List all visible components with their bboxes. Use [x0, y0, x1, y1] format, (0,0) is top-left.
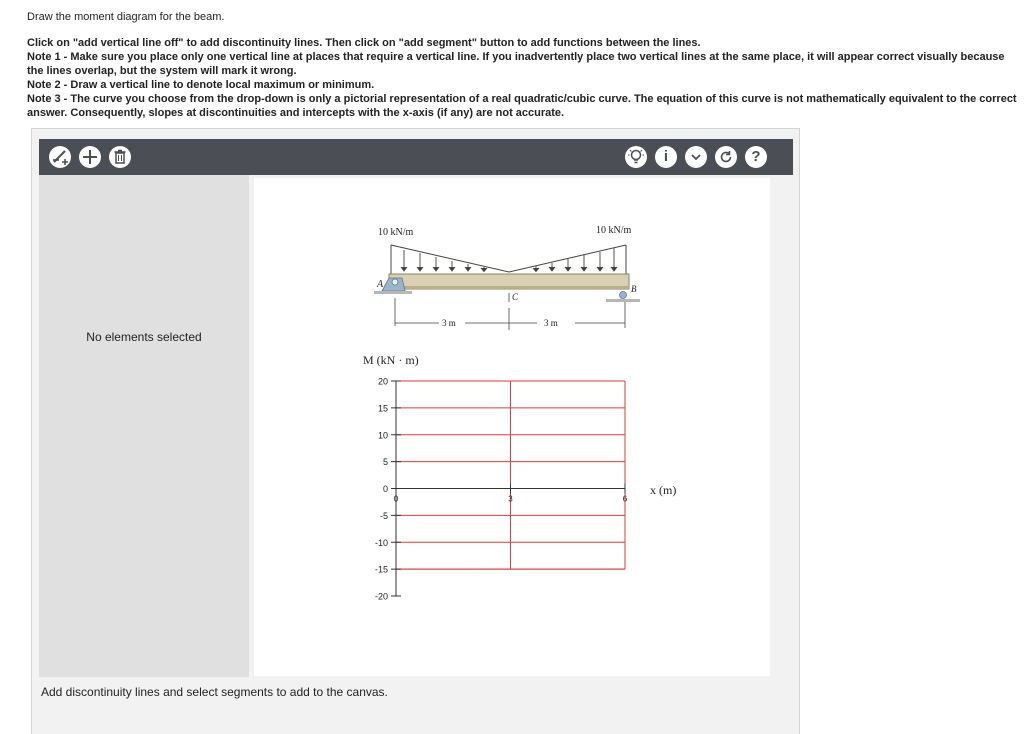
note-1: Note 1 - Make sure you place only one vertical line at places that require a vertical line. If you inadvertently place two vertical lines at the same place, it will appear correct visually because the lines overlap, but the system will mark it wrong.: [27, 51, 1005, 77]
drawing-canvas[interactable]: [254, 178, 770, 676]
y-axis-label: M (kN · m): [363, 353, 419, 367]
y-tick-label: -15: [374, 564, 388, 575]
label-a: A: [377, 279, 384, 290]
x-tick-label: 0: [393, 494, 399, 504]
roller-support-b: [620, 292, 627, 299]
x-tick-label: 6: [622, 494, 628, 504]
note-3: Note 3 - The curve you choose from the drop-down is only a pictorial representation of a real quadratic/cubic curve. The equation of this curve is not mathematically equivalent to the correct answer. Consequently, slopes at discontinuities and intercepts with the x-axis (if any) are not accurate.: [27, 93, 1017, 119]
x-axis-label: x (m): [650, 483, 677, 497]
beam-figure: [374, 225, 640, 330]
beam-shadow: [389, 286, 629, 289]
add-vertical-line-icon[interactable]: [49, 146, 71, 168]
y-tick-label: 5: [382, 457, 388, 468]
note-2: Note 2 - Draw a vertical line to denote local maximum or minimum.: [27, 79, 375, 91]
ground-b: [606, 299, 640, 302]
instructions-intro: Draw the moment diagram for the beam.: [27, 11, 225, 23]
y-tick-label: -5: [379, 510, 388, 521]
chevron-down-icon[interactable]: [685, 146, 707, 168]
span-left-label: 3 m: [442, 318, 456, 328]
lightbulb-icon[interactable]: [625, 146, 647, 168]
y-tick-label: 15: [377, 403, 388, 414]
y-tick-label: -10: [374, 537, 388, 548]
moment-plot: [363, 353, 676, 602]
load-arrows: [401, 248, 617, 272]
y-tick-label: 20: [377, 376, 388, 387]
info-icon[interactable]: i: [655, 146, 677, 168]
canvas-hint: Add discontinuity lines and select segments to add to the canvas.: [41, 685, 388, 699]
side-panel-message: No elements selected: [86, 330, 202, 344]
instructions-line: Click on "add vertical line off" to add discontinuity lines. Then click on "add segment" button to add functions between the lines.: [27, 37, 701, 49]
y-tick-label: 10: [377, 430, 388, 441]
distributed-load-outline: [391, 245, 626, 272]
refresh-icon[interactable]: [715, 146, 737, 168]
y-tick-label: 0: [382, 484, 388, 494]
side-panel: [39, 175, 249, 677]
help-icon[interactable]: ?: [745, 146, 767, 168]
toolbar: [39, 139, 793, 175]
canvas-svg: [254, 178, 770, 676]
trash-icon[interactable]: [109, 146, 131, 168]
label-c: C: [512, 292, 519, 302]
x-tick-label: 3: [508, 494, 513, 504]
ground-a: [374, 291, 412, 294]
span-right-label: 3 m: [544, 318, 558, 328]
load-right-label: 10 kN/m: [596, 225, 632, 236]
y-tick-label: -20: [374, 591, 388, 602]
add-segment-icon[interactable]: [79, 146, 101, 168]
load-left-label: 10 kN/m: [378, 227, 414, 238]
label-b: B: [631, 284, 637, 294]
instructions: [27, 10, 1017, 120]
diagram-tool: [31, 128, 800, 734]
